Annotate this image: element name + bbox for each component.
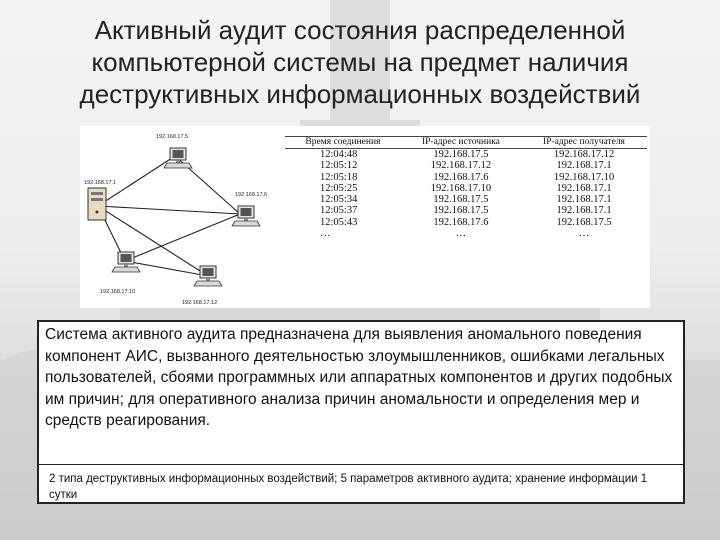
slide-title: Активный аудит состояния распределенной компьютерной системы на предмет наличия деструктивных информационных воздействий — [79, 15, 641, 109]
node-label: 192.168.17.10 — [100, 289, 136, 295]
cell-source-ip: … — [455, 228, 467, 240]
cell-time: 12:05:37 — [320, 205, 358, 217]
divider — [39, 464, 683, 465]
cell-source-ip: 192.168.17.5 — [433, 149, 489, 160]
cell-dest-ip: 192.168.17.1 — [556, 160, 612, 172]
cell-time: 12:05:43 — [320, 216, 358, 228]
cell-time: … — [320, 228, 331, 240]
node-label: 192.168.17.12 — [182, 300, 218, 306]
table-row — [285, 183, 647, 194]
description-text: Система активного аудита предназначена для выявления аномального поведения компонент АИС, вызванного деятельностью злоумышленников, ошибками легальных пользователей, сбоями программных или аппаратных компонентов и других подобных им причин; для оперативного анализа причин аномальности и определения мер и средств реагирования. — [45, 326, 673, 429]
cell-time: 12:05:18 — [320, 171, 358, 183]
cell-source-ip: 192.168.17.12 — [430, 160, 492, 172]
cell-time: 12:04:48 — [320, 149, 358, 160]
table-row — [285, 160, 647, 171]
table-row — [285, 149, 647, 161]
table-header-row — [285, 137, 647, 149]
cell-dest-ip: 192.168.17.1 — [556, 182, 612, 194]
cell-dest-ip: 192.168.17.1 — [556, 194, 612, 206]
cell-source-ip: 192.168.17.10 — [430, 182, 492, 194]
cell-dest-ip: … — [578, 228, 590, 240]
cell-dest-ip: 192.168.17.5 — [556, 216, 612, 228]
description-box — [37, 320, 685, 504]
table-row-ellipsis — [285, 228, 647, 239]
computer-icon — [112, 252, 140, 272]
node-label: 192.168.17.5 — [156, 134, 189, 140]
cell-time: 12:05:34 — [320, 194, 358, 206]
cell-source-ip: 192.168.17.6 — [433, 171, 489, 183]
server-icon — [88, 188, 106, 220]
cell-dest-ip: 192.168.17.10 — [553, 171, 615, 183]
cell-source-ip: 192.168.17.5 — [433, 194, 489, 206]
cell-source-ip: 192.168.17.6 — [433, 216, 489, 228]
table-row — [285, 172, 647, 183]
table-row — [285, 194, 647, 205]
figure-network-and-log — [80, 126, 650, 308]
column-header-source-ip: IP-адрес источника — [401, 137, 521, 149]
cell-time: 12:05:12 — [320, 160, 358, 172]
table-row — [285, 205, 647, 216]
note-text: 2 типа деструктивных информационных воздействий; 5 параметров активного аудита; хранение информации 1 сутки — [49, 473, 648, 501]
network-diagram — [80, 126, 280, 308]
cell-dest-ip: 192.168.17.1 — [556, 205, 612, 217]
computer-icon — [164, 148, 192, 168]
computer-icon — [194, 266, 222, 286]
connection-log-table — [285, 136, 647, 239]
cell-dest-ip: 192.168.17.12 — [553, 149, 615, 160]
node-label: 192.168.17.6 — [235, 192, 268, 198]
cell-time: 12:05:25 — [320, 182, 358, 194]
column-header-time: Время соединения — [285, 137, 401, 149]
server-label: 192.168.17.1 — [84, 180, 117, 186]
column-header-dest-ip: IP-адрес получателя — [521, 137, 647, 149]
cell-source-ip: 192.168.17.5 — [433, 205, 489, 217]
table-row — [285, 217, 647, 228]
